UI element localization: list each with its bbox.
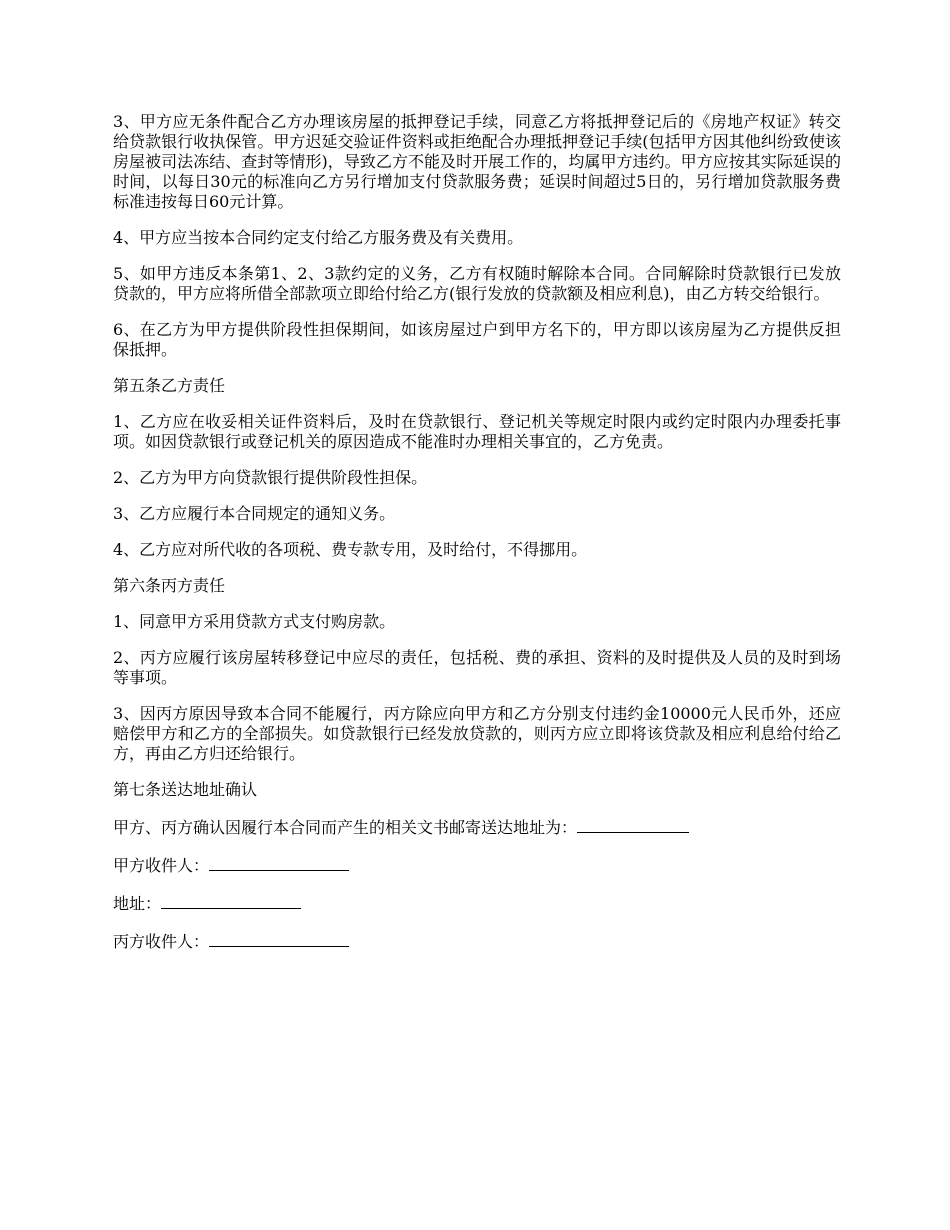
- address-row: [113, 892, 841, 914]
- delivery-address-blank[interactable]: [577, 816, 689, 833]
- party-c-recipient-label: 丙方收件人：: [113, 932, 210, 951]
- clause-4-4: 4、甲方应当按本合同约定支付给乙方服务费及有关费用。: [113, 228, 524, 247]
- address-blank[interactable]: [161, 892, 301, 909]
- section-5-title: 第五条乙方责任: [113, 376, 226, 395]
- clause-5-4: 4、乙方应对所代收的各项税、费专款专用，及时给付，不得挪用。: [113, 540, 588, 559]
- party-a-recipient-blank[interactable]: [209, 854, 349, 871]
- clause-4-5: 5、如甲方违反本条第1、2、3款约定的义务，乙方有权随时解除本合同。合同解除时贷款银行已发放贷款的，甲方应将所借全部款项立即给付给乙方(银行发放的贷款额及相应利息)，由乙方转交给银行。: [113, 264, 841, 303]
- delivery-address-label: 甲方、丙方确认因履行本合同而产生的相关文书邮寄送达地址为：: [113, 818, 578, 837]
- clause-5-2: 2、乙方为甲方向贷款银行提供阶段性担保。: [113, 468, 428, 487]
- party-a-recipient-row: [113, 854, 841, 876]
- section-7-title: 第七条送达地址确认: [113, 780, 258, 799]
- party-a-recipient-label: 甲方收件人：: [113, 856, 210, 875]
- address-label: 地址：: [113, 894, 162, 913]
- delivery-address-row: [113, 816, 841, 838]
- party-c-recipient-blank[interactable]: [209, 930, 349, 947]
- clause-6-2: 2、丙方应履行该房屋转移登记中应尽的责任，包括税、费的承担、资料的及时提供及人员的及时到场等事项。: [113, 648, 841, 687]
- contract-page: [113, 112, 841, 968]
- clause-4-6: 6、在乙方为甲方提供阶段性担保期间，如该房屋过户到甲方名下的，甲方即以该房屋为乙方提供反担保抵押。: [113, 320, 841, 359]
- section-6-title: 第六条丙方责任: [113, 576, 226, 595]
- clause-6-3: 3、因丙方原因导致本合同不能履行，丙方除应向甲方和乙方分别支付违约金10000元人民币外，还应赔偿甲方和乙方的全部损失。如贷款银行已经发放贷款的，则丙方应立即将该贷款及相应利息给付给乙方，再由乙方归还给银行。: [113, 704, 841, 763]
- clause-4-3: 3、甲方应无条件配合乙方办理该房屋的抵押登记手续，同意乙方将抵押登记后的《房地产权证》转交给贷款银行收执保管。甲方迟延交验证件资料或拒绝配合办理抵押登记手续(包括甲方因其他纠纷致使该房屋被司法冻结、查封等情形)，导致乙方不能及时开展工作的，均属甲方违约。甲方应按其实际延误的时间，以每日30元的标准向乙方另行增加支付贷款服务费；延误时间超过5日的，另行增加贷款服务费标准违按每日60元计算。: [113, 112, 841, 211]
- clause-5-1: 1、乙方应在收妥相关证件资料后，及时在贷款银行、登记机关等规定时限内或约定时限内办理委托事项。如因贷款银行或登记机关的原因造成不能准时办理相关事宜的，乙方免责。: [113, 412, 841, 451]
- clause-6-1: 1、同意甲方采用贷款方式支付购房款。: [113, 612, 396, 631]
- party-c-recipient-row: [113, 930, 841, 952]
- clause-5-3: 3、乙方应履行本合同规定的通知义务。: [113, 504, 396, 523]
